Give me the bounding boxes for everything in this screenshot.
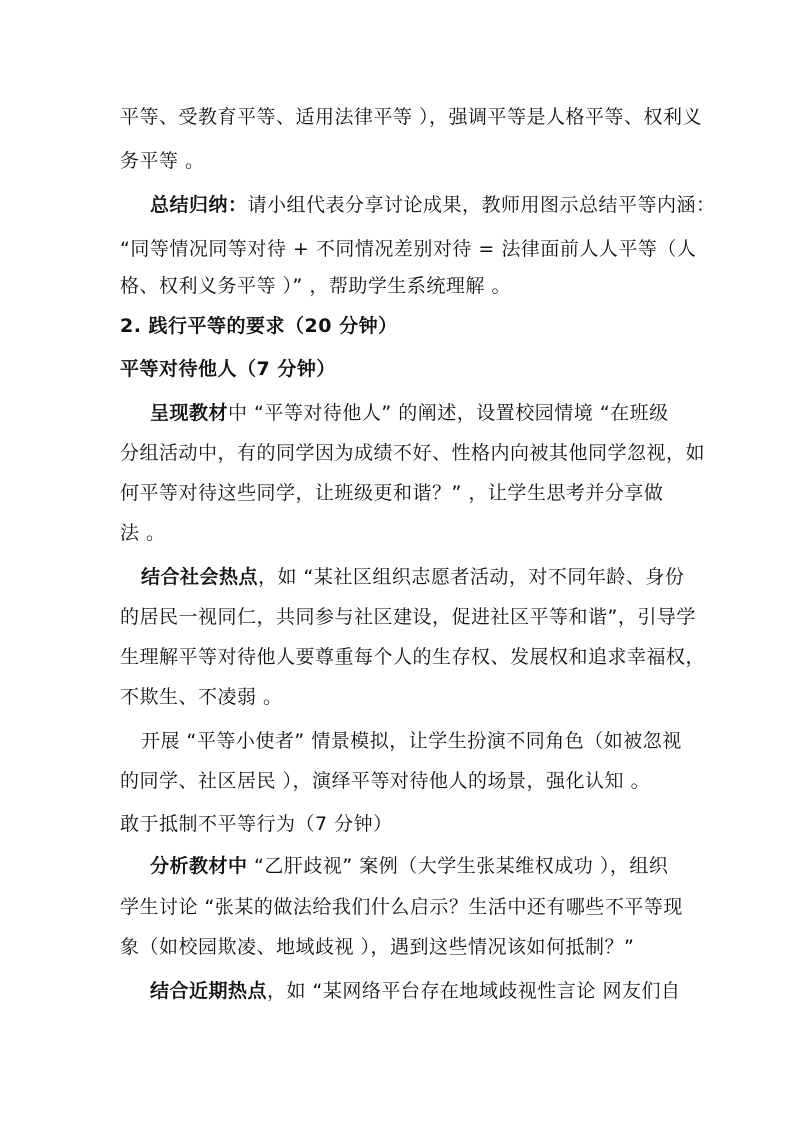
text-run: 何平等对待这些同学，让班级更和谐？” ，让学生思考并分享做 — [120, 482, 664, 504]
section-heading — [120, 312, 398, 340]
text-run: 中 “平等对待他人” 的阐述，设置校园情境 “在班级 — [228, 402, 669, 424]
emphasis-label: 分析教材中 — [150, 855, 248, 877]
text-run: 分组活动中，有的同学因为成绩不好、性格内向被其他同学忽视，如 — [120, 442, 706, 464]
text-run: ，如 “某网络平台存在地域歧视性言论 网友们自 — [267, 980, 681, 1002]
text-line — [120, 479, 663, 507]
emphasis-label: 呈现教材 — [150, 402, 229, 424]
text-line — [120, 439, 705, 467]
text-line — [120, 767, 650, 795]
text-line — [120, 933, 634, 961]
text-run: “乙肝歧视” 案例（大学生张某维权成功 ），组织 — [247, 855, 669, 877]
text-run: 格、权利义务平等 ）” ，帮助学生系统理解 。 — [120, 275, 511, 297]
subsection-heading — [120, 355, 336, 383]
heading-text: 平等对待他人（7 分钟） — [120, 358, 336, 380]
heading-text: 敢于抵制不平等行为（7 分钟） — [120, 813, 393, 835]
text-line — [120, 683, 283, 711]
text-run: 不欺生、不凌弱 。 — [120, 686, 283, 708]
text-line — [141, 727, 682, 755]
text-line — [150, 399, 669, 427]
text-line — [141, 563, 684, 591]
subsection-heading — [120, 810, 393, 838]
text-line — [150, 191, 716, 219]
text-line — [120, 235, 696, 263]
text-run: 平等、受教育平等、适用法律平等 ），强调平等是人格平等、权利义 — [120, 106, 703, 128]
text-run: “同等情况同等对待 + 不同情况差别对待 = 法律面前人人平等（人 — [120, 238, 697, 260]
emphasis-label: 总结归纳： — [150, 194, 248, 216]
emphasis-label: 结合近期热点 — [150, 980, 268, 1002]
text-line — [120, 519, 166, 547]
text-run: 的同学、社区居民 ），演绎平等对待他人的场景，强化认知 。 — [120, 770, 651, 792]
text-line — [120, 893, 683, 921]
text-run: 开展 “平等小使者” 情景模拟，让学生扮演不同角色（如被忽视 — [141, 730, 682, 752]
emphasis-label: 结合社会热点 — [141, 566, 259, 588]
text-line — [120, 103, 702, 131]
text-line — [150, 977, 680, 1005]
text-run: 象（如校园欺凌、地域歧视 ），遇到这些情况该如何抵制？” — [120, 936, 635, 958]
text-line — [150, 852, 668, 880]
text-line — [120, 147, 205, 175]
text-run: 的居民一视同仁，共同参与社区建设，促进社区平等和谐”，引导学 — [120, 606, 696, 628]
text-run: 务平等 。 — [120, 150, 205, 172]
heading-text: 2. 践行平等的要求（20 分钟） — [120, 315, 398, 337]
text-line — [120, 272, 511, 300]
text-run: 生理解平等对待他人要尊重每个人的生存权、发展权和追求幸福权， — [120, 646, 706, 668]
text-line — [120, 603, 696, 631]
text-run: ，如 “某社区组织志愿者活动，对不同年龄、身份 — [258, 566, 685, 588]
text-run: 请小组代表分享讨论成果，教师用图示总结平等内涵： — [247, 194, 716, 216]
text-line — [120, 643, 705, 671]
text-run: 法 。 — [120, 522, 166, 544]
text-run: 学生讨论 “张某的做法给我们什么启示？生活中还有哪些不平等现 — [120, 896, 683, 918]
